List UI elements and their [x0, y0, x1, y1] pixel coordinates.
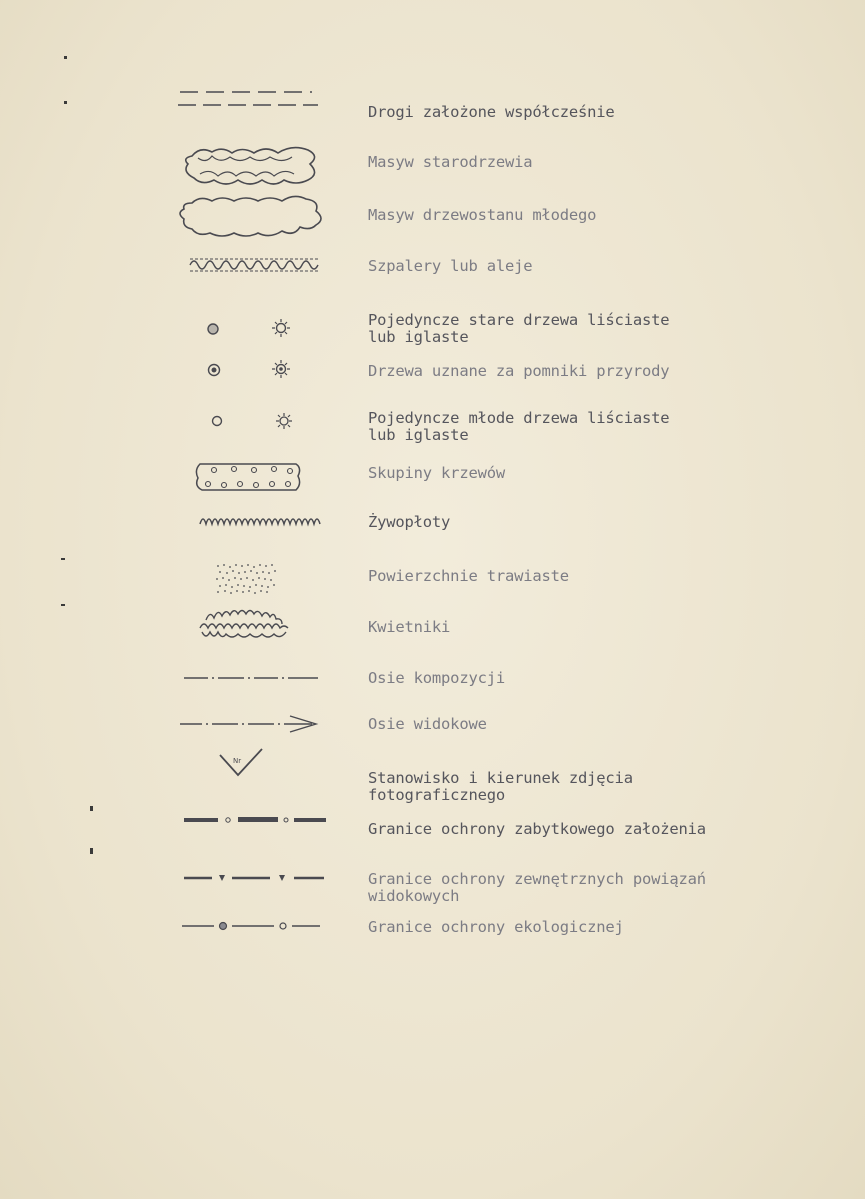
- monument-trees-icon: [170, 356, 330, 384]
- view-links-boundary-icon: [170, 870, 330, 886]
- legend-label: Żywopłoty: [368, 513, 451, 531]
- hedges-icon: [170, 510, 330, 532]
- legend-label: Granice ochrony zewnętrznych powiązań widokowych: [368, 870, 706, 905]
- legend-label: Granice ochrony zabytkowego założenia: [368, 820, 706, 838]
- legend-label: Szpalery lub aleje: [368, 257, 533, 275]
- legend-label: Stanowisko i kierunek zdjęcia fotograficznego: [368, 769, 633, 804]
- view-axes-icon: [170, 712, 330, 736]
- photo-station-icon: [170, 745, 330, 785]
- legend-label: Drzewa uznane za pomniki przyrody: [368, 362, 670, 380]
- heritage-boundary-icon: [170, 812, 330, 828]
- single-young-trees-icon: [170, 405, 330, 437]
- single-old-trees-icon: [170, 312, 330, 344]
- legend-label: Pojedyncze młode drzewa liściaste lub iglaste: [368, 409, 670, 444]
- legend-label: Osie widokowe: [368, 715, 487, 733]
- composition-axes-icon: [170, 670, 330, 686]
- shrub-groups-icon: [170, 460, 330, 494]
- old-tree-stand-icon: [170, 142, 330, 190]
- legend-label: Granice ochrony ekologicznej: [368, 918, 624, 936]
- binder-mark: [90, 806, 93, 811]
- binder-mark: [90, 848, 93, 854]
- binder-mark: [64, 56, 67, 59]
- legend-label: Drogi założone współcześnie: [368, 103, 615, 121]
- legend-label: Pojedyncze stare drzewa liściaste lub iglaste: [368, 311, 670, 346]
- legend-label: Powierzchnie trawiaste: [368, 567, 569, 585]
- binder-mark: [64, 101, 67, 104]
- binder-mark: [61, 558, 65, 560]
- legend-label: Skupiny krzewów: [368, 464, 505, 482]
- flowerbeds-icon: [170, 606, 330, 642]
- ecological-boundary-icon: [170, 917, 330, 935]
- legend-label: Osie kompozycji: [368, 669, 505, 687]
- legend-label: Kwietniki: [368, 618, 451, 636]
- grass-surfaces-icon: [170, 560, 330, 596]
- roads-modern-icon: [170, 88, 330, 112]
- young-tree-stand-icon: [170, 193, 330, 243]
- legend-label: Masyw drzewostanu młodego: [368, 206, 597, 224]
- binder-mark: [61, 604, 65, 606]
- tree-rows-icon: [170, 255, 330, 275]
- legend-label: Masyw starodrzewia: [368, 153, 533, 171]
- photo-number-mark: Nr: [233, 757, 242, 765]
